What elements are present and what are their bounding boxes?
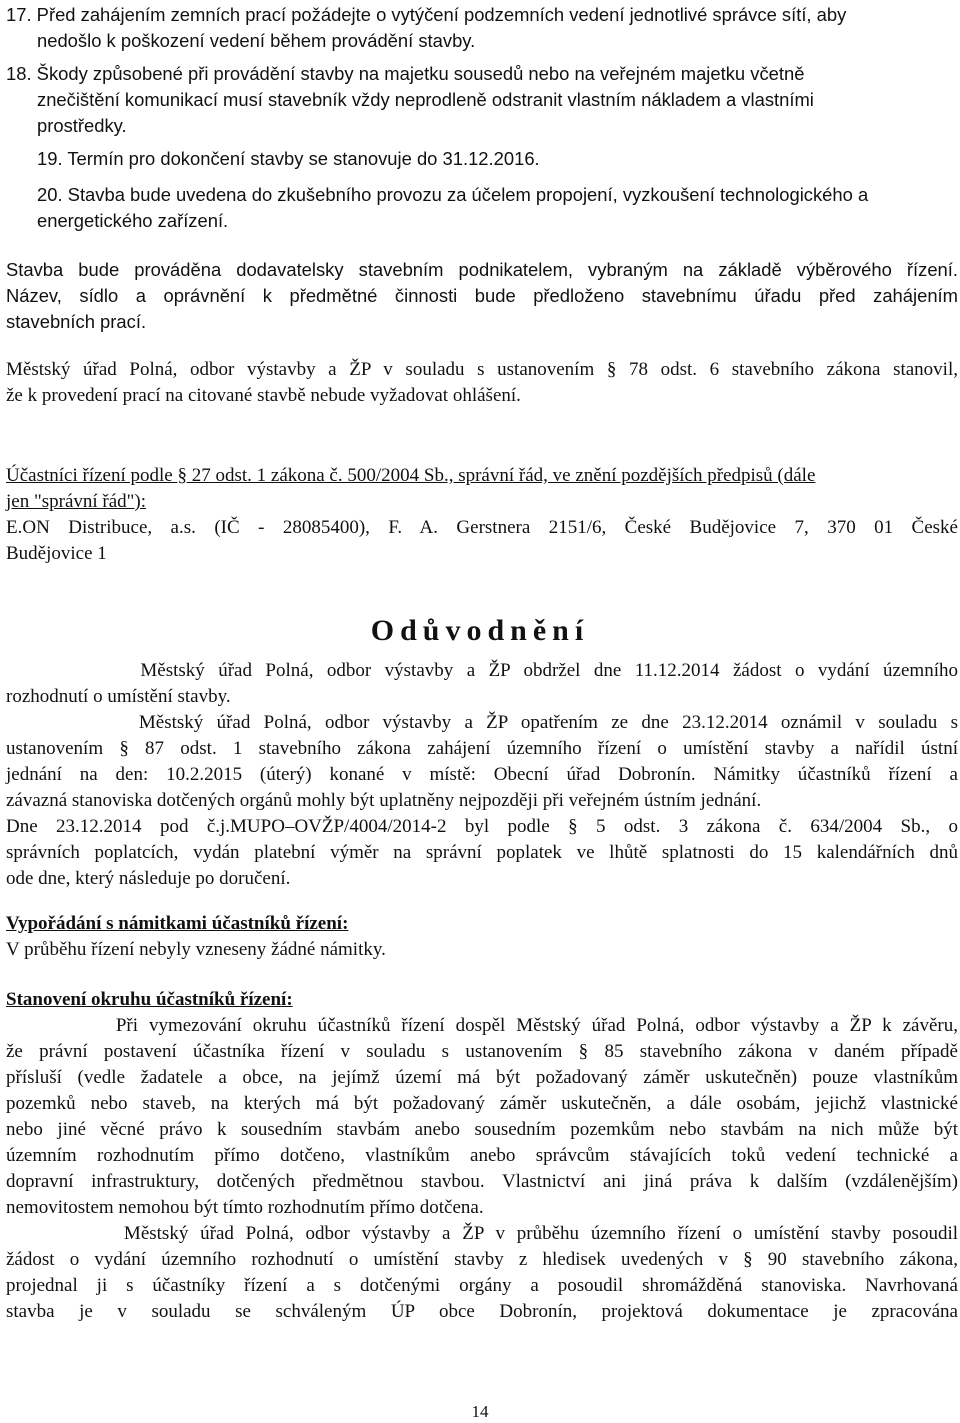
text-line: nebo jiné věcné právo k sousedním stavbám anebo sousedním pozemkům nebo stavbám na nich může být	[6, 1119, 958, 1140]
participant-line: E.ON Distribuce, a.s. (IČ - 28085400), F. A. Gerstnera 2151/6, České Budějovice 7, 370 01 České	[6, 517, 958, 538]
text-line: 20. Stavba bude uvedena do zkušebního provozu za účelem propojení, vyzkoušení technologického a	[37, 184, 869, 205]
text-line: stavba je v souladu se schváleným ÚP obce Dobronín, projektová dokumentace je zpracována	[6, 1301, 958, 1322]
text-line: rozhodnutí o umístění stavby.	[6, 686, 231, 707]
section-title: Odůvodnění	[370, 614, 590, 647]
text-line: stavebních prací.	[6, 311, 147, 332]
condition-18	[6, 61, 958, 139]
contractor-paragraph	[6, 257, 958, 335]
text-line: Při vymezování okruhu účastníků řízení dospěl Městský úřad Polná, odbor výstavby a ŽP k závěru,	[6, 1015, 958, 1036]
objections-section	[6, 911, 958, 963]
text-line: projednal ji s účastníky řízení a s dotčenými orgány a posoudil shromážděná stanoviska. Navrhovaná	[6, 1275, 958, 1296]
text-line: ustanovením § 87 odst. 1 stavebního zákona zahájení územního řízení o umístění stavby a nařídil ústní	[6, 738, 958, 759]
text-line: Městský úřad Polná, odbor výstavby a ŽP v souladu s ustanovením § 78 odst. 6 stavebního zákona stanovil,	[6, 359, 958, 380]
text-line: pozemků nebo staveb, na kterých má být požadovaný záměr uskutečněn, a dále osobám, jejichž vlastnické	[6, 1093, 958, 1114]
participants-section	[6, 463, 958, 567]
objections-heading: Vypořádání s námitkami účastníků řízení:	[6, 913, 349, 934]
text-line: závazná stanoviska dotčených orgánů mohly být uplatněny nejpozději při veřejném ústním jednání.	[6, 790, 762, 811]
text-line: jednání na den: 10.2.2015 (úterý) konané v místě: Obecní úřad Dobronín. Námitky účastníků řízení a	[6, 764, 958, 785]
scope-section	[6, 987, 958, 1325]
text-line: ode dne, který následuje po doručení.	[6, 868, 291, 889]
text-line: 18. Škody způsobené při provádění stavby na majetku sousedů nebo na veřejném majetku včetně	[6, 63, 805, 84]
text-line: 19. Termín pro dokončení stavby se stanovuje do 31.12.2016.	[37, 148, 540, 169]
text-line: dopravní infrastruktury, dotčených předmětnou stavbou. Vlastnictví ani jiná práva k dalším (vzdálenějším)	[6, 1171, 958, 1192]
condition-20	[6, 182, 958, 234]
text-line: prostředky.	[37, 115, 127, 136]
text-line: znečištění komunikací musí stavebník vždy neprodleně odstranit vlastním nákladem a vlastními	[37, 89, 814, 110]
text-line: Městský úřad Polná, odbor výstavby a ŽP obdržel dne 11.12.2014 žádost o vydání územního	[6, 660, 958, 681]
objections-text: V průběhu řízení nebyly vzneseny žádné námitky.	[6, 939, 386, 960]
text-line: přísluší (vedle žadatele a obce, na jejímž území má být požadovaný záměr uskutečněn) pouze vlastníkům	[6, 1067, 958, 1088]
text-line: územním rozhodnutím přímo dotčeno, vlastníkům anebo správcům stávajících toků vedení technické a	[6, 1145, 958, 1166]
participant-line: Budějovice 1	[6, 543, 107, 564]
text-line: že právní postavení účastníka řízení v souladu s ustanovením § 85 stavebního zákona v daném případě	[6, 1041, 958, 1062]
condition-17	[6, 2, 958, 54]
text-line: energetického zařízení.	[37, 210, 229, 231]
text-line: nemovitostem nemohou být tímto rozhodnutím přímo dotčena.	[6, 1197, 484, 1218]
text-line: že k provedení prací na citované stavbě nebude vyžadovat ohlášení.	[6, 385, 521, 406]
text-line: Městský úřad Polná, odbor výstavby a ŽP opatřením ze dne 23.12.2014 oznámil v souladu s	[6, 712, 958, 733]
text-line: Stavba bude prováděna dodavatelsky stavebním podnikatelem, vybraným na základě výběrového řízení.	[6, 259, 958, 280]
participants-heading-cont: jen "správní řád"):	[6, 491, 147, 512]
text-line: žádost o vydání územního rozhodnutí o umístění stavby z hledisek uvedených v § 90 stavebního zákona,	[6, 1249, 958, 1270]
text-line: nedošlo k poškození vedení během provádění stavby.	[37, 30, 476, 51]
text-line: Městský úřad Polná, odbor výstavby a ŽP v průběhu územního řízení o umístění stavby posoudil	[6, 1223, 958, 1244]
scope-heading: Stanovení okruhu účastníků řízení:	[6, 989, 293, 1010]
participants-heading: Účastníci řízení podle § 27 odst. 1 zákona č. 500/2004 Sb., správní řád, ve znění pozdějších předpisů (dále	[6, 465, 816, 486]
text-line: správních poplatcích, vydán platební výměr na správní poplatek ve lhůtě splatnosti do 15 kalendářních dnů	[6, 842, 958, 863]
condition-19	[6, 146, 958, 172]
text-line: 17. Před zahájením zemních prací požádejte o vytýčení podzemních vedení jednotlivé správce sítí, aby	[6, 4, 847, 25]
text-line: Název, sídlo a oprávnění k předmětné činnosti bude předloženo stavebnímu úřadu před zahájením	[6, 285, 958, 306]
notice-paragraph	[6, 357, 958, 409]
text-line: Dne 23.12.2014 pod č.j.MUPO–OVŽP/4004/2014-2 byl podle § 5 odst. 3 zákona č. 634/2004 Sb., o	[6, 816, 958, 837]
reasoning-paragraph	[6, 658, 958, 892]
page-number: 14	[471, 1402, 489, 1421]
